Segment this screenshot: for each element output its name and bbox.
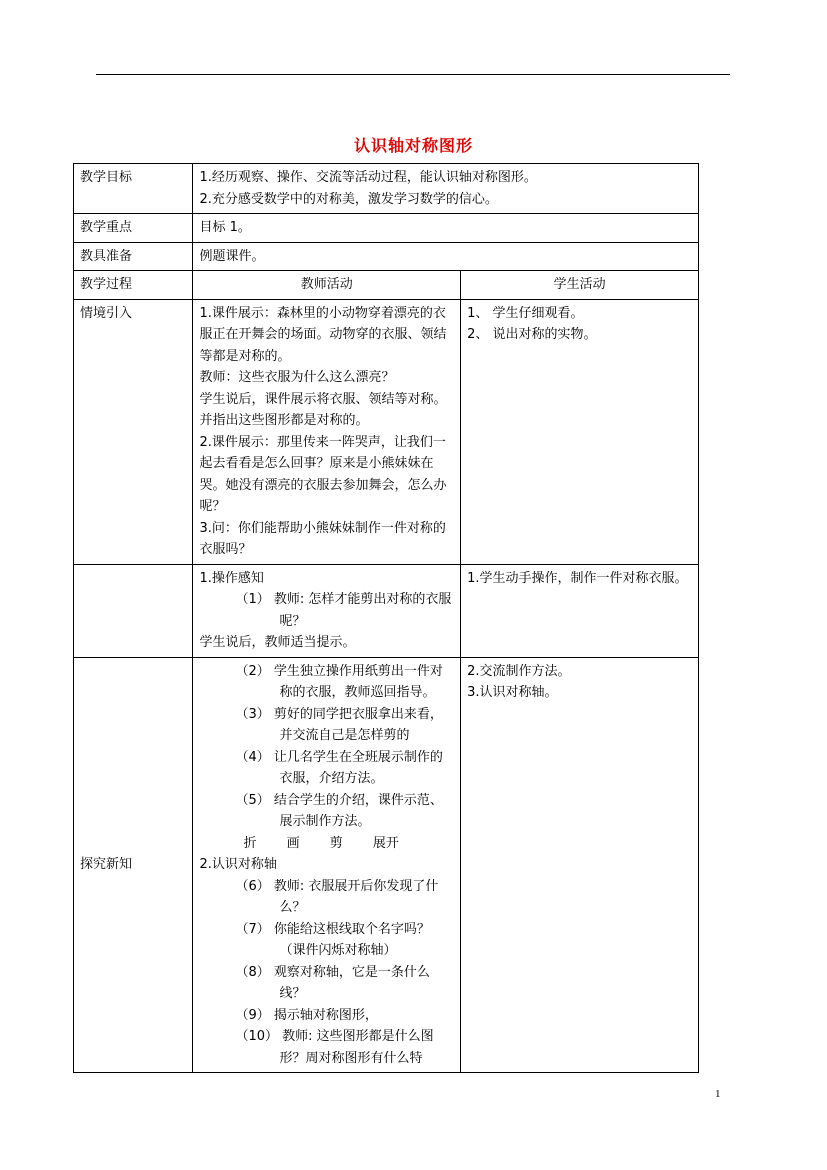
explore-sub-item: （9） 揭示轴对称图形， — [235, 1007, 378, 1023]
intro-teacher-line: 3.问：你们能帮助小熊妹妹制作一件对称的衣服吗？ — [199, 520, 446, 557]
explore-sub-item: （4） 让几名学生在全班展示制作的衣服，介绍方法。 — [235, 749, 443, 786]
process-label: 教学过程 — [74, 271, 193, 300]
intro-teacher-line: 2.课件展示：那里传来一阵哭声，让我们一起去看看是怎么回事？原来是小熊妹妹在哭。她没有漂亮的衣服去参加舞会，怎么办呢？ — [199, 434, 447, 514]
intro-student-line: 1、 学生仔细观看。 — [467, 305, 584, 321]
explore-student-cell — [461, 657, 699, 1073]
explore-sub-item: （10） 教师: 这些图形都是什么图形？周对称图形有什么特 — [235, 1029, 434, 1066]
lesson-plan-table — [73, 163, 699, 1073]
intro-teacher-line: 教师：这些衣服为什么这么漂亮？ — [199, 370, 395, 385]
row-explore — [74, 657, 699, 1073]
key-point-value: 目标 1。 — [193, 214, 699, 243]
goal-line: 2.充分感受数学中的对称美，激发学习数学的信心。 — [199, 191, 498, 207]
intro-teacher-line: 1.课件展示：森林里的小动物穿着漂亮的衣服正在开舞会的场面。动物穿的衣服、领结等都是对称的。 — [199, 305, 447, 364]
row-key-point — [74, 214, 699, 243]
materials-label: 教具准备 — [74, 242, 193, 271]
row-intro — [74, 299, 699, 564]
explore-sub-item: （5） 结合学生的介绍，课件示范、展示制作方法。 — [235, 792, 443, 829]
explore-sub-item: （8） 观察对称轴，它是一条什么线？ — [235, 964, 430, 1001]
operate-teacher-cell — [193, 564, 461, 657]
fold-step: 画 — [286, 835, 300, 851]
row-goals — [74, 164, 699, 214]
explore-sub-item: （2） 学生独立操作用纸剪出一件对称的衣服，教师巡回指导。 — [235, 663, 443, 700]
explore-sub-item: （3） 剪好的同学把衣服拿出来看，并交流自己是怎样剪的 — [235, 706, 443, 743]
student-activity-header: 学生活动 — [461, 271, 699, 300]
fold-step: 展开 — [372, 835, 399, 851]
intro-teacher-line: 学生说后，课件展示将衣服、领结等对称。并指出这些图形都是对称的。 — [199, 391, 447, 428]
operate-label-empty — [74, 564, 193, 657]
fold-steps — [199, 833, 454, 855]
explore-sub-item: （6） 教师: 衣服展开后你发现了什么？ — [235, 878, 439, 915]
explore-section-2: 2.认识对称轴 — [199, 857, 277, 872]
explore-student-line: 3.认识对称轴。 — [467, 685, 558, 700]
operate-student-cell: 1.学生动手操作，制作一件对称衣服。 — [461, 564, 699, 657]
explore-student-line: 2.交流制作方法。 — [467, 663, 571, 679]
intro-student-cell — [461, 299, 699, 564]
materials-value: 例题课件。 — [193, 242, 699, 271]
operate-sub-item: （1） 教师: 怎样才能剪出对称的衣服呢？ — [235, 592, 452, 629]
document-title: 认识轴对称图形 — [353, 136, 473, 155]
goals-label: 教学目标 — [74, 164, 193, 214]
intro-student-line: 2、 说出对称的实物。 — [467, 327, 597, 342]
operate-after: 学生说后，教师适当提示。 — [199, 635, 356, 650]
explore-teacher-cell — [193, 657, 461, 1073]
explore-sub-item: （7） 你能给这根线取个名字吗？（课件闪烁对称轴） — [235, 921, 430, 958]
operate-intro: 1.操作感知 — [199, 570, 264, 586]
teacher-activity-header: 教师活动 — [193, 271, 461, 300]
row-process-header — [74, 271, 699, 300]
fold-step: 折 — [243, 835, 257, 851]
intro-label: 情境引入 — [74, 299, 193, 564]
fold-step: 剪 — [329, 835, 343, 851]
explore-label: 探究新知 — [74, 657, 193, 1073]
goal-line: 1.经历观察、操作、交流等活动过程，能认识轴对称图形。 — [199, 170, 537, 185]
row-operate — [74, 564, 699, 657]
page-number: 1 — [715, 1088, 721, 1100]
key-point-label: 教学重点 — [74, 214, 193, 243]
goals-content — [193, 164, 699, 214]
row-materials — [74, 242, 699, 271]
header-rule — [96, 74, 730, 75]
intro-teacher-cell — [193, 299, 461, 564]
